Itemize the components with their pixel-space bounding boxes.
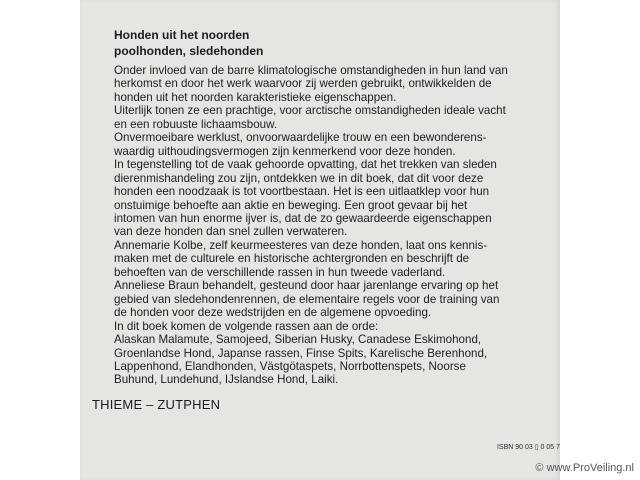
- paragraph-appearance: [114, 104, 554, 131]
- publisher-name: THIEME – ZUTPHEN: [92, 397, 221, 412]
- text-line: en een robuuste lichaamsbouw.: [114, 117, 278, 131]
- text-line: Anneliese Braun behandelt, gesteund door haar jarenlange ervaring op het: [114, 279, 499, 293]
- heading-line-2: poolhonden, sledehonden: [114, 44, 264, 58]
- text-line: de honden voor deze wedstrijden en de algemene opvoeding.: [114, 306, 432, 320]
- text-line: onstuimige behoefte aan aktie en beweging. Een groot gevaar bij het: [114, 198, 468, 212]
- paragraph-kolbe: [114, 239, 554, 279]
- text-line: dierenmishandeling zou zijn, ontdekken we in dit boek, dat dit voor deze: [114, 171, 484, 185]
- text-line: In dit boek komen de volgende rassen aan de orde:: [114, 319, 379, 333]
- paragraph-work-ethic: [114, 131, 554, 158]
- paragraph-breeds: [114, 320, 554, 387]
- text-line: Uiterlijk tonen ze een prachtige, voor arctische omstandigheden ideale vacht: [114, 104, 506, 118]
- text-line: herkomst en door het werk waarvoor zij werden gebruikt, ontwikkelden de: [114, 77, 492, 91]
- text-line: behoeften van de verschillende rassen in hun tweede vaderland.: [114, 265, 446, 279]
- cover-heading: [114, 27, 263, 59]
- text-line: Lappenhond, Elandhonden, Västgötaspets, Norrbottenspets, Noorse: [114, 359, 466, 373]
- heading-line-1: Honden uit het noorden: [114, 28, 250, 42]
- paragraph-sledding: [114, 158, 554, 239]
- text-line: van deze honden dan snel zullen verwateren.: [114, 225, 348, 239]
- text-line: Buhund, Lundehund, IJslandse Hond, Laiki.: [114, 373, 339, 387]
- paragraph-braun: [114, 279, 554, 319]
- text-line: honden een noodzaak is tot voortbestaan. Het is een uitlaatklep voor hun: [114, 185, 490, 199]
- text-line: Onvermoeibare werklust, onvoorwaardelijke trouw en een bewonderens-: [114, 131, 487, 145]
- text-line: Onder invloed van de barre klimatologische omstandigheden in hun land van: [114, 64, 508, 77]
- text-line: In tegenstelling tot de vaak gehoorde opvatting, dat het trekken van sleden: [114, 158, 497, 172]
- book-back-cover: [80, 0, 560, 480]
- text-line: Alaskan Malamute, Samojeed, Siberian Husky, Canadese Eskimohond,: [114, 333, 482, 347]
- text-line: maken met de culturele en historische achtergronden en beschrijft de: [114, 252, 470, 266]
- isbn-number: ISBN 90 03 ▯ 0 05 7: [496, 444, 560, 451]
- paragraph-climate: [114, 64, 554, 104]
- text-line: waardig uithoudingsvermogen zijn kenmerkend voor deze honden.: [114, 144, 456, 158]
- text-line: honden uit het noorden karakteristieke eigenschappen.: [114, 90, 397, 104]
- text-line: gebied van sledehondenrennen, de elementaire regels voor de training van: [114, 292, 500, 306]
- text-line: intomen van hun enorme ijver is, dat de zo gewaardeerde eigenschappen: [114, 211, 492, 225]
- text-line: Annemarie Kolbe, zelf keurmeesteres van deze honden, laat ons kennis-: [114, 238, 488, 252]
- watermark-text: © www.ProVeiling.nl: [535, 462, 634, 474]
- blurb-text: [114, 64, 554, 387]
- text-line: Groenlandse Hond, Japanse rassen, Finse Spits, Karelische Berenhond,: [114, 346, 488, 360]
